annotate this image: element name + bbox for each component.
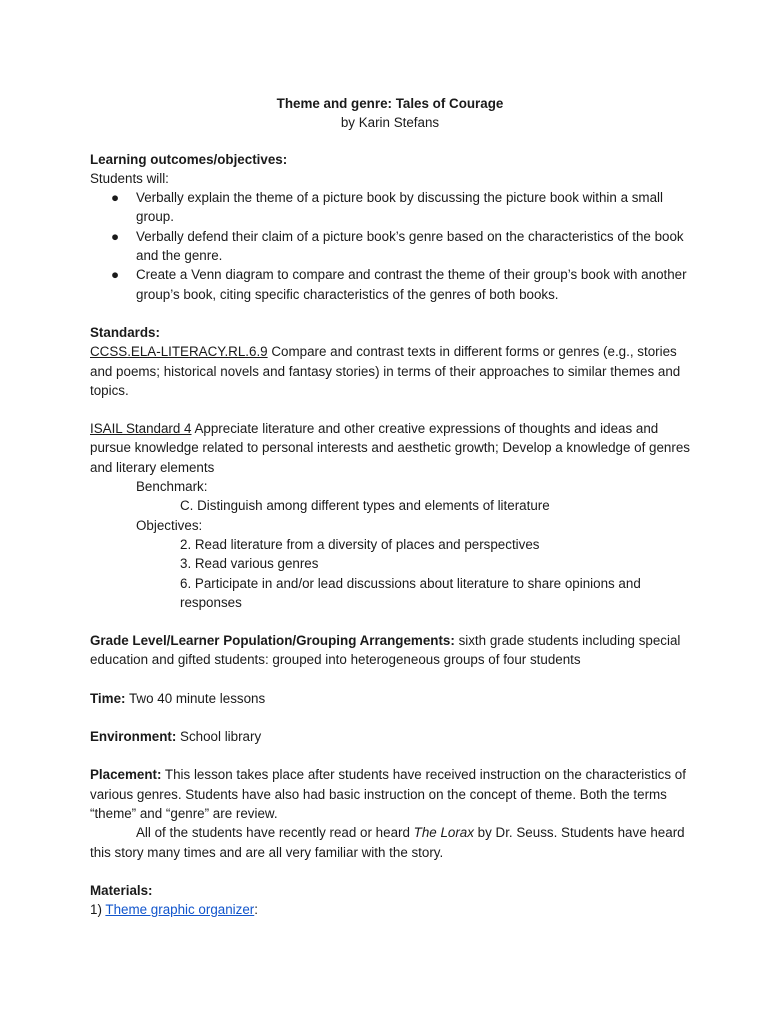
- time-text: Two 40 minute lessons: [125, 690, 266, 706]
- placement-paragraph-2: All of the students have recently read or heard The Lorax by Dr. Seuss. Students have heard this story many times and are all very familiar with the story.: [90, 825, 685, 860]
- grade-level-label: Grade Level/Learner Population/Grouping Arrangements:: [90, 633, 455, 649]
- objective-item: 2. Read literature from a diversity of places and perspectives: [180, 536, 540, 552]
- placement-section: [90, 765, 690, 861]
- learning-outcomes-list: [90, 188, 690, 304]
- standards-heading: Standards:: [90, 324, 160, 340]
- placement-paragraph: [90, 765, 690, 823]
- list-item: ● Verbally explain the theme of a picture book by discussing the picture book within a small group.: [111, 190, 663, 225]
- placement-label: Placement:: [90, 767, 162, 783]
- bullet-icon: ●: [111, 228, 120, 244]
- time-section: [90, 689, 690, 708]
- learning-outcomes-section: [90, 150, 690, 304]
- objective-item: 3. Read various genres: [180, 556, 319, 572]
- ccss-code: CCSS.ELA-LITERACY.RL.6.9: [90, 344, 268, 360]
- isail-code: ISAIL Standard 4: [90, 421, 192, 437]
- learning-outcomes-intro: Students will:: [90, 170, 169, 186]
- benchmark-label: Benchmark:: [136, 479, 208, 495]
- document-title: Theme and genre: Tales of Courage: [276, 96, 504, 111]
- environment-label: Environment:: [90, 729, 177, 745]
- ccss-text: Compare and contrast texts in different forms or genres (e.g., stories and poems; historical novels and fantasy stories) in terms of their approaches to similar themes and topics.: [90, 344, 681, 398]
- materials-section: [90, 881, 690, 920]
- learning-outcomes-heading: Learning outcomes/objectives:: [90, 151, 288, 167]
- book-title: The Lorax: [413, 825, 474, 841]
- list-item: ● Create a Venn diagram to compare and contrast the theme of their group’s book with another group’s book, citing specific characteristics of the genres of both books.: [111, 267, 687, 302]
- document-page: [90, 94, 690, 919]
- environment-text: School library: [176, 729, 262, 745]
- materials-heading: Materials:: [90, 882, 153, 898]
- isail-text: Appreciate literature and other creative expressions of thoughts and ideas and pursue knowledge related to personal interests and aesthetic growth; Develop a knowledge of genres and literary elements: [90, 421, 690, 475]
- document-author: by Karin Stefans: [340, 115, 440, 131]
- list-item: ● Verbally defend their claim of a picture book’s genre based on the characteristics of the book and the genre.: [111, 228, 684, 264]
- bullet-icon: ●: [111, 190, 120, 206]
- materials-item: 1) Theme graphic organizer:: [90, 902, 258, 918]
- benchmark-item: C. Distinguish among different types and elements of literature: [180, 498, 550, 514]
- grade-level-text: sixth grade students including special education and gifted students: grouped into heterogeneous groups of four students: [90, 633, 681, 668]
- standards-section: [90, 323, 690, 612]
- placement-text: This lesson takes place after students have received instruction on the characteristics of various genres. Students have also had basic instruction on the concept of theme. Both the terms “theme” and “genre” are review.: [90, 767, 686, 821]
- objective-item: 6. Participate in and/or lead discussions about literature to share opinions and responses: [180, 575, 641, 610]
- grade-level-section: [90, 631, 690, 670]
- environment-section: [90, 727, 690, 746]
- bullet-icon: ●: [111, 267, 120, 283]
- time-label: Time:: [90, 690, 126, 706]
- theme-graphic-organizer-link[interactable]: Theme graphic organizer: [105, 902, 255, 918]
- isail-standard: [90, 419, 690, 477]
- ccss-standard: [90, 342, 690, 400]
- objectives-label: Objectives:: [136, 517, 203, 533]
